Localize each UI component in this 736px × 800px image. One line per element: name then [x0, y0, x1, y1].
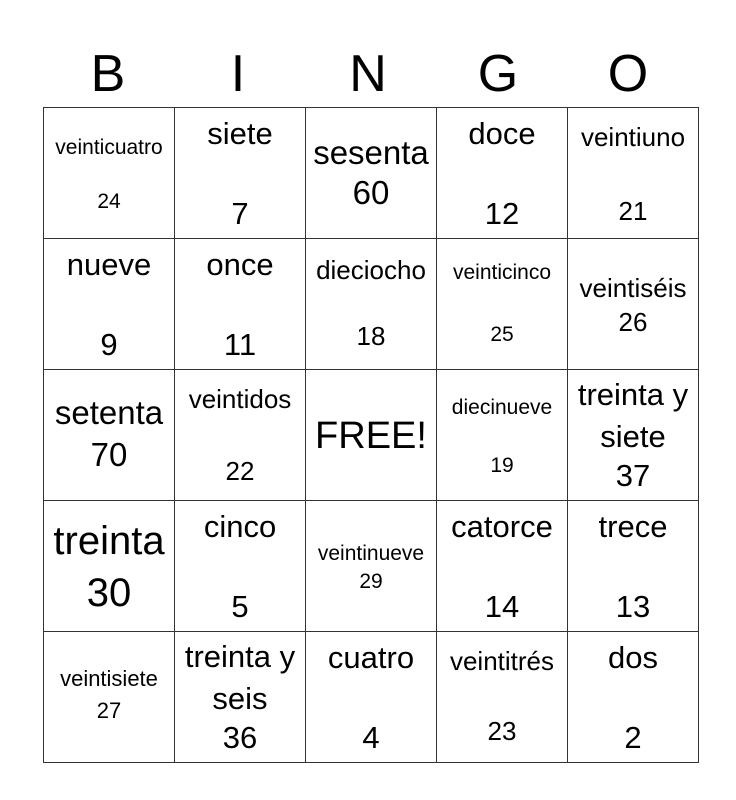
bingo-card-grid: [43, 107, 699, 763]
bingo-row: [44, 632, 699, 763]
bingo-cell: [568, 501, 699, 632]
bingo-cell: [437, 632, 568, 763]
cell-number: 18: [356, 321, 386, 351]
free-space: FREE!: [315, 415, 427, 457]
bingo-cell: [568, 632, 699, 763]
cell-word: siete: [207, 116, 273, 151]
header-letter-b: B: [90, 45, 126, 103]
cell-word: veintinueve: [317, 542, 425, 565]
cell-word: setenta: [54, 394, 164, 431]
cell-number: 2: [624, 720, 642, 755]
header-letter-o: O: [607, 45, 649, 103]
cell-number: 36: [222, 720, 258, 755]
bingo-cell: [306, 239, 437, 370]
bingo-row: [44, 501, 699, 632]
cell-word: trece: [598, 509, 668, 544]
cell-word: veintitrés: [449, 646, 555, 676]
cell-number: 5: [231, 589, 249, 624]
bingo-cell: [44, 239, 175, 370]
bingo-row: [44, 108, 699, 239]
cell-word: treinta: [53, 519, 165, 563]
cell-number: 11: [223, 327, 257, 362]
bingo-cell: [437, 501, 568, 632]
bingo-row: [44, 239, 699, 370]
header-letter-n: N: [349, 45, 387, 103]
bingo-cell: [568, 370, 699, 501]
cell-number: 29: [359, 570, 383, 593]
bingo-cell: [175, 108, 306, 239]
cell-word: treinta y seis: [184, 639, 296, 716]
bingo-cell: [437, 370, 568, 501]
bingo-cell: [437, 108, 568, 239]
bingo-row: [44, 370, 699, 501]
cell-word: cuatro: [327, 640, 415, 675]
cell-word: catorce: [451, 509, 553, 544]
cell-number: 7: [231, 196, 249, 231]
cell-number: 23: [487, 716, 517, 746]
bingo-cell: [306, 501, 437, 632]
cell-number: 37: [615, 458, 651, 493]
cell-word: doce: [468, 116, 536, 151]
cell-number: 25: [490, 323, 514, 346]
bingo-cell: [568, 108, 699, 239]
cell-number: 22: [225, 456, 255, 486]
bingo-cell: [44, 632, 175, 763]
cell-number: 19: [490, 454, 514, 477]
cell-word: sesenta: [313, 134, 429, 171]
cell-number: 14: [484, 589, 520, 624]
cell-number: 70: [90, 436, 128, 473]
cell-number: 26: [618, 307, 648, 337]
cell-number: 12: [484, 196, 520, 231]
cell-word: veinticuatro: [55, 136, 163, 159]
bingo-cell: [306, 370, 437, 501]
cell-word: veintidos: [188, 384, 292, 414]
cell-number: 13: [615, 589, 651, 624]
cell-word: diecinueve: [451, 396, 553, 419]
cell-word: cinco: [203, 509, 277, 544]
cell-word: veintiséis: [579, 273, 687, 303]
cell-word: dos: [608, 640, 658, 675]
bingo-cell: [437, 239, 568, 370]
bingo-header: [43, 42, 693, 106]
bingo-cell: [175, 239, 306, 370]
bingo-cell: [175, 370, 306, 501]
bingo-cell: [175, 501, 306, 632]
bingo-cell: [44, 501, 175, 632]
cell-word: veintisiete: [60, 666, 158, 691]
cell-word: veinticinco: [452, 261, 552, 284]
cell-number: 4: [362, 720, 380, 755]
bingo-cell: [306, 108, 437, 239]
cell-number: 60: [352, 174, 390, 211]
bingo-cell: [568, 239, 699, 370]
header-letter-i: I: [230, 45, 246, 103]
cell-number: 27: [96, 698, 122, 723]
cell-word: veintiuno: [580, 122, 686, 152]
cell-word: treinta y siete: [577, 377, 689, 454]
bingo-cell: [44, 370, 175, 501]
cell-word: once: [206, 247, 274, 282]
cell-word: nueve: [66, 247, 152, 282]
cell-number: 24: [97, 190, 121, 213]
cell-number: 9: [100, 327, 118, 362]
bingo-cell: [44, 108, 175, 239]
bingo-cell: [175, 632, 306, 763]
bingo-cell: [306, 632, 437, 763]
cell-number: 30: [86, 571, 132, 615]
header-letter-g: G: [477, 45, 519, 103]
cell-word: dieciocho: [316, 255, 426, 285]
cell-number: 21: [618, 196, 648, 226]
